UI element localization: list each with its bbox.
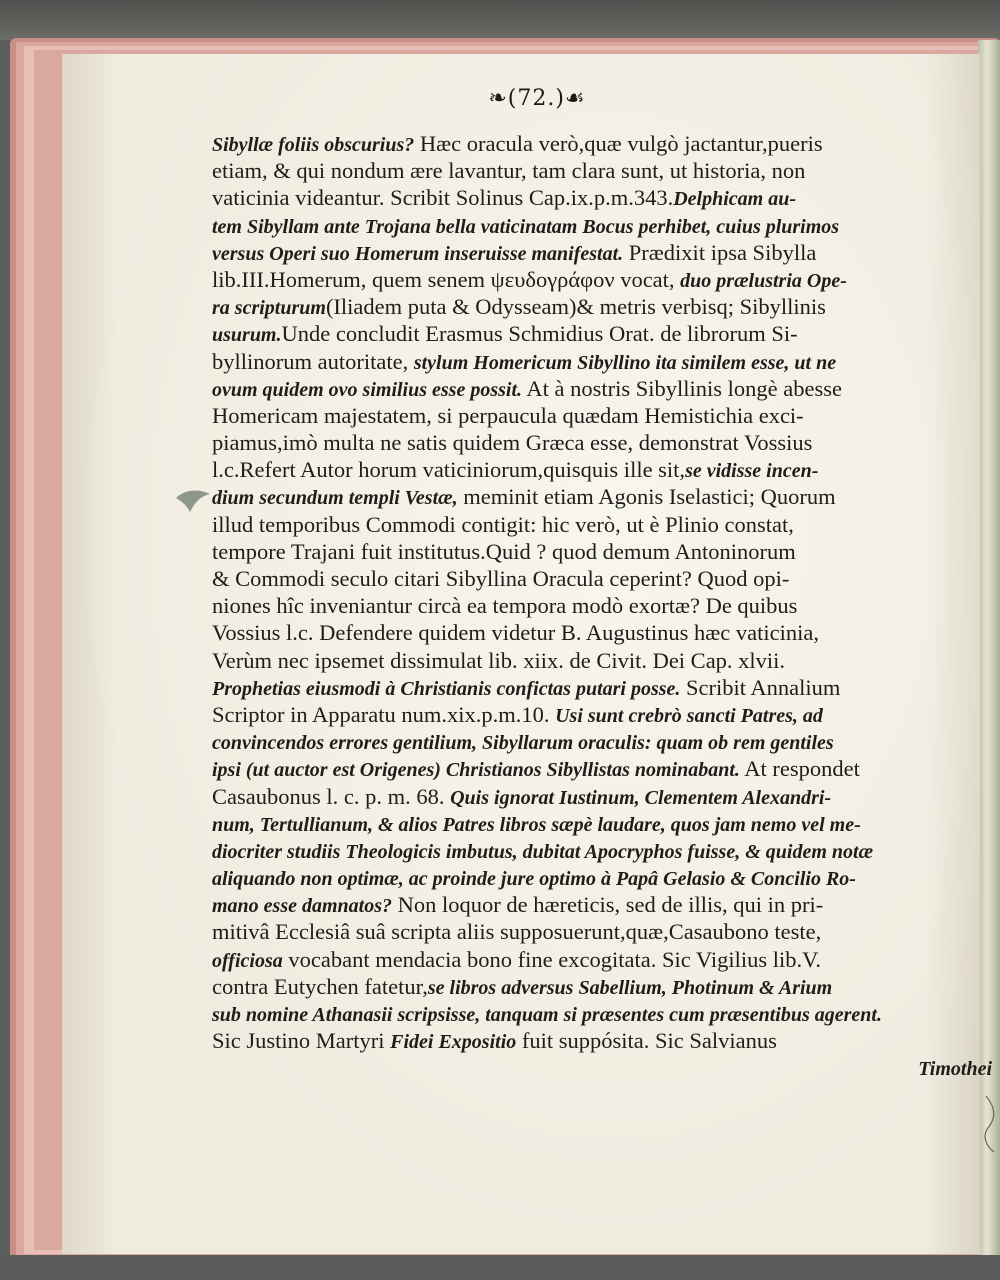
text-line	[212, 810, 1000, 837]
text-line-pre: Verùm nec ipsemet dissimulat lib. xiix. de Civit. Dei Cap. xlvii.	[212, 647, 786, 673]
text-line	[212, 483, 1000, 510]
text-line-pre: niones hîc inveniantur circà ea tempora modò exortæ? De quibus	[212, 593, 798, 619]
text-line-pre: mitivâ Ecclesiâ suâ scripta aliis supposuerunt,quæ,Casaubono teste,	[212, 919, 822, 945]
text-line-ital: Delphicam au-	[673, 188, 796, 211]
text-line-pre: Vossius l.c. Defendere quidem videtur B. Augustinus hæc vaticinia,	[212, 620, 819, 646]
text-line-ital: se libros adversus Sabellium, Photinum & Arium	[427, 976, 833, 999]
text-line	[212, 592, 1000, 619]
text-line-pre: contra Eutychen fatetur,	[212, 973, 428, 999]
page-sheet	[62, 54, 992, 1254]
text-line-ital: Prophetias eiusmodi à Christianis confictas putari posse.	[212, 677, 681, 700]
text-line	[212, 728, 1000, 755]
text-line-ital: dium secundum templi Vestæ,	[212, 487, 458, 510]
text-line	[212, 239, 1000, 266]
text-line-ital: Quis ignorat Iustinum, Clementem Alexandri-	[450, 786, 832, 809]
text-line	[212, 701, 1000, 728]
page-number-ornament-right: ☙	[564, 86, 586, 111]
text-line	[212, 184, 1000, 211]
text-line	[212, 429, 1000, 456]
text-line-ital: usurum.	[212, 324, 282, 347]
text-line	[212, 130, 1000, 157]
text-line-post: At respondet	[739, 756, 860, 782]
text-line	[212, 864, 1000, 891]
text-line-pre: l.c.Refert Autor horum vaticiniorum,quisquis ille sit,	[212, 457, 686, 483]
text-line-ital: ra scripturum	[212, 297, 326, 320]
ink-smudge	[172, 482, 216, 518]
text-line	[212, 1027, 1000, 1054]
text-line-pre: Scriptor in Apparatu num.xix.p.m.10.	[212, 701, 556, 727]
text-line-post: Prædixit ipsa Sibylla	[623, 239, 817, 265]
text-line-pre: byllinorum autoritate,	[212, 348, 414, 374]
text-line-post: fuit suppósita. Sic Salvianus	[516, 1028, 777, 1054]
page-number-text: (72.)	[507, 86, 565, 111]
text-line-ital: sub nomine Athanasii scripsisse, tanquam si præsentes cum præsentibus agerent.	[212, 1004, 882, 1026]
text-line	[212, 402, 1000, 429]
text-line	[212, 157, 1000, 184]
page-number	[462, 86, 612, 111]
text-line-ital: ovum quidem ovo similius esse possit.	[212, 378, 523, 401]
text-line-pre: tempore Trajani fuit institutus.Quid ? quod demum Antoninorum	[212, 538, 796, 564]
text-line	[212, 293, 1000, 320]
text-line	[212, 456, 1000, 483]
text-line	[212, 375, 1000, 402]
text-line-pre: illud temporibus Commodi contigit: hic verò, ut è Plinio constat,	[212, 511, 794, 537]
text-line-ital: diocriter studiis Theologicis imbutus, dubitat Apocryphos fuisse, & quidem notæ	[212, 840, 874, 863]
text-line-ital: Fidei Expositio	[390, 1031, 517, 1054]
text-line-post: Hæc oracula verò,quæ vulgò jactantur,pueris	[414, 131, 823, 156]
page-number-ornament-left: ❧	[488, 86, 508, 111]
text-line-pre: etiam, & qui nondum ære lavantur, tam clara sunt, ut historia, non	[212, 158, 806, 184]
text-line-ital: num, Tertullianum, & alios Patres libros sæpè laudare, quos jam nemo vel me-	[212, 813, 861, 836]
text-line-post: (Iliadem puta & Odysseam)& metris verbisq; Sibyllinis	[325, 294, 826, 320]
text-line	[212, 837, 1000, 864]
text-line-ital: se vidisse incen-	[685, 460, 819, 483]
scanner-background-top	[0, 0, 1000, 40]
text-line	[212, 946, 1000, 973]
text-line-ital: mano esse damnatos?	[212, 895, 393, 918]
text-line	[212, 348, 1000, 375]
text-line-post: Unde concludit Erasmus Schmidius Orat. de librorum Si-	[281, 321, 798, 347]
text-line	[212, 266, 1000, 293]
text-line-pre: vaticinia videantur. Scribit Solinus Cap.ix.p.m.343.	[212, 185, 674, 211]
text-line-ital: Sibyllæ foliis obscurius?	[212, 134, 415, 156]
text-line-ital: stylum Homericum Sibyllino ita similem esse, ut ne	[413, 351, 837, 374]
text-line	[212, 565, 1000, 592]
text-line	[212, 1000, 1000, 1027]
text-line-pre: & Commodi seculo citari Sibyllina Oracula ceperint? Quod opi-	[212, 566, 790, 591]
text-line	[212, 619, 1000, 646]
text-line-pre: Casaubonus l. c. p. m. 68.	[212, 783, 451, 809]
text-line-post: Non loquor de hæreticis, sed de illis, qui in pri-	[392, 892, 824, 918]
text-line	[212, 647, 1000, 674]
text-line-pre: Sic Justino Martyri	[212, 1028, 391, 1054]
text-line-ital: duo prælustria Ope-	[680, 269, 847, 292]
text-line-post: meminit etiam Agonis Iselastici; Quorum	[457, 484, 836, 510]
text-line	[212, 973, 1000, 1000]
text-line	[212, 511, 1000, 538]
text-line-pre: Homericam majestatem, si perpaucula quædam Hemistichia exci-	[212, 402, 804, 428]
text-line-ital: tem Sibyllam ante Trojana bella vaticinatam Bocus perhibet, cuius plurimos	[212, 215, 840, 238]
text-line	[212, 538, 1000, 565]
text-line	[212, 918, 1000, 945]
text-line	[212, 891, 1000, 918]
text-line-ital: versus Operi suo Homerum inseruisse manifestat.	[212, 242, 624, 265]
text-line-ital: officiosa	[212, 949, 283, 972]
text-line	[212, 212, 1000, 239]
text-line-ital: Usi sunt crebrò sancti Patres, ad	[555, 704, 823, 727]
body-text	[212, 130, 1000, 1082]
text-line-post: vocabant mendacia bono fine excogitata. Sic Vigilius lib.V.	[282, 946, 822, 972]
catchword	[212, 1054, 1000, 1081]
text-line-post: At à nostris Sibyllinis longè abesse	[522, 375, 843, 401]
text-line-ital: aliquando non optimæ, ac proinde jure optimo à Papâ Gelasio & Concilio Ro-	[212, 868, 856, 891]
catchword-text: Timothei	[918, 1058, 992, 1081]
text-line-ital: ipsi (ut auctor est Origenes) Christianos Sibyllistas nominabant.	[212, 759, 740, 782]
text-line-ital: convincendos errores gentilium, Sibyllarum oraculis: quam ob rem gentiles	[212, 732, 834, 755]
text-line-pre: piamus,imò multa ne satis quidem Græca esse, demonstrat Vossius	[212, 430, 813, 456]
margin-mark	[982, 1094, 1000, 1154]
text-line	[212, 755, 1000, 782]
scanner-background-bottom	[0, 1255, 1000, 1280]
text-line	[212, 674, 1000, 701]
text-line-post: Scribit Annalium	[680, 674, 841, 700]
text-line	[212, 320, 1000, 347]
text-line-pre: lib.III.Homerum, quem senem ψευδογράφον vocat,	[212, 266, 681, 292]
text-line	[212, 783, 1000, 810]
